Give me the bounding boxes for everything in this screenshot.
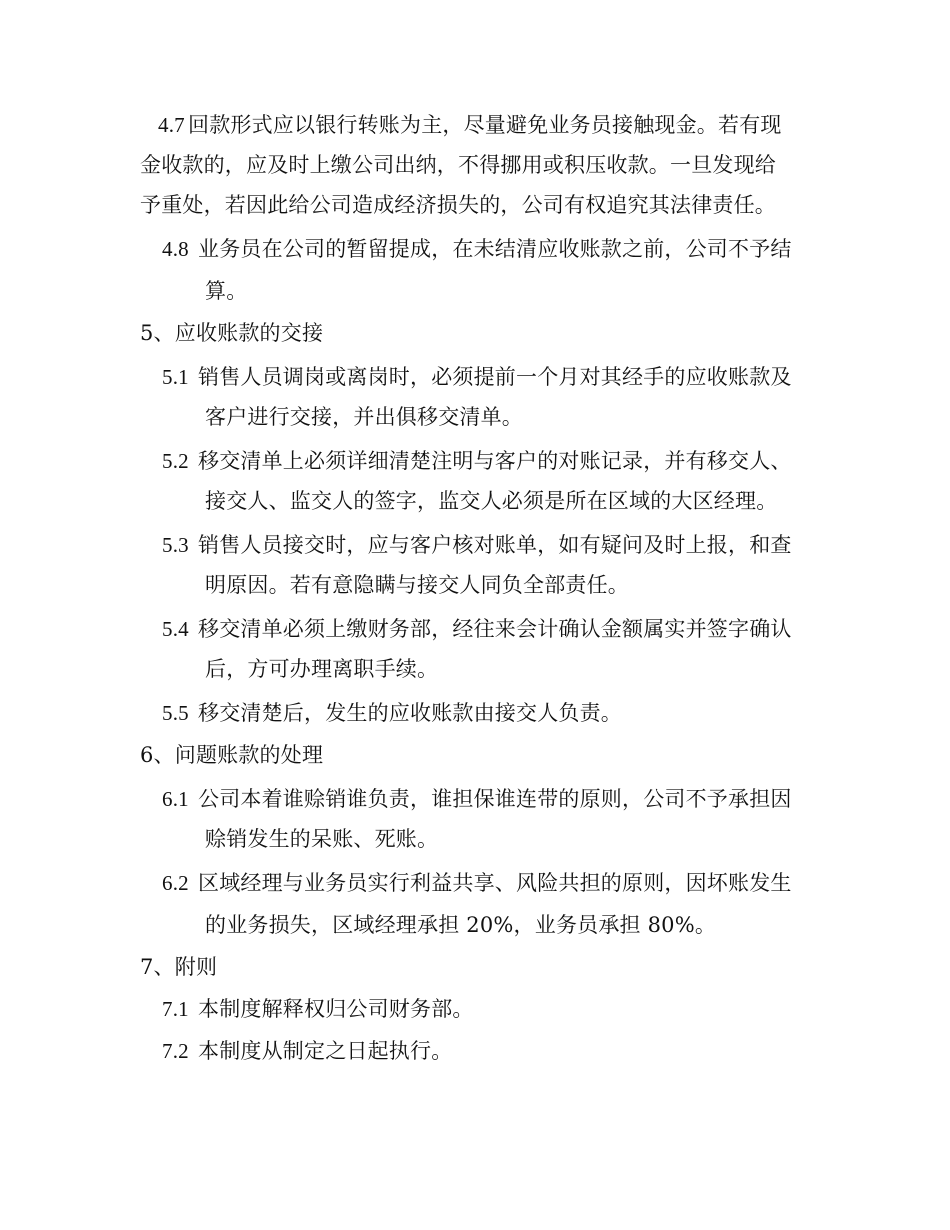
- clause-5-3-line-2: 明原因。若有意隐瞒与接交人同负全部责任。: [205, 573, 629, 597]
- clause-5-2-line-2: 接交人、监交人的签字，监交人必须是所在区域的大区经理。: [205, 489, 778, 513]
- clause-5-1-line-2: 客户进行交接，并出俱移交清单。: [205, 405, 523, 429]
- clause-4-7-line-3: 予重处，若因此给公司造成经济损失的，公司有权追究其法律责任。: [140, 193, 776, 217]
- clause-number: 7.2: [162, 1039, 189, 1063]
- section-heading-7: 7、附则: [140, 955, 218, 979]
- clause-4-7-line-2: 金收款的，应及时上缴公司出纳，不得挪用或积压收款。一旦发现给: [140, 153, 776, 177]
- clause-number: 6.1: [162, 787, 189, 811]
- clause-text: 回款形式应以银行转账为主，尽量避免业务员接触现金。若有现: [188, 113, 782, 137]
- clause-6-2-line-1: [162, 868, 792, 898]
- clause-5-4-line-1: [162, 614, 792, 644]
- clause-text: 区域经理与业务员实行利益共享、风险共担的原则，因坏账发生: [198, 871, 792, 895]
- clause-number: 5.5: [162, 701, 189, 725]
- clause-text: 公司本着谁赊销谁负责，谁担保谁连带的原则，公司不予承担因: [198, 787, 792, 811]
- clause-7-1-line-1: [162, 994, 474, 1024]
- clause-4-7-line-1: [158, 110, 782, 140]
- section-heading-6: 6、问题账款的处理: [140, 743, 324, 767]
- clause-number: 5.4: [162, 617, 189, 641]
- clause-5-3-line-1: [162, 530, 792, 560]
- clause-5-1-line-1: [162, 362, 792, 392]
- clause-4-8-line-1: [162, 234, 792, 264]
- clause-text: 移交清楚后，发生的应收账款由接交人负责。: [198, 701, 622, 725]
- clause-6-1-line-1: [162, 784, 792, 814]
- clause-number: 4.8: [162, 237, 189, 261]
- clause-text: 移交清单上必须详细清楚注明与客户的对账记录，并有移交人、: [198, 449, 792, 473]
- clause-4-8-line-2: 算。: [205, 279, 248, 303]
- clause-5-5-line-1: [162, 698, 622, 728]
- clause-text: 本制度解释权归公司财务部。: [198, 997, 474, 1021]
- section-heading-5: 5、应收账款的交接: [140, 321, 324, 345]
- clause-text: 销售人员接交时，应与客户核对账单，如有疑问及时上报，和查: [198, 533, 792, 557]
- clause-number: 4.7: [158, 113, 185, 137]
- clause-5-4-line-2: 后，方可办理离职手续。: [205, 657, 439, 681]
- clause-7-2-line-1: [162, 1036, 452, 1066]
- clause-number: 5.1: [162, 365, 189, 389]
- clause-number: 6.2: [162, 871, 189, 895]
- clause-text: 业务员在公司的暂留提成，在未结清应收账款之前，公司不予结: [198, 237, 792, 261]
- clause-6-2-line-2: 的业务损失，区域经理承担 20%，业务员承担 80%。: [205, 913, 717, 937]
- clause-text: 销售人员调岗或离岗时，必须提前一个月对其经手的应收账款及: [198, 365, 792, 389]
- clause-5-2-line-1: [162, 446, 792, 476]
- clause-6-1-line-2: 赊销发生的呆账、死账。: [205, 827, 439, 851]
- clause-text: 本制度从制定之日起执行。: [198, 1039, 453, 1063]
- clause-text: 移交清单必须上缴财务部，经往来会计确认金额属实并签字确认: [198, 617, 792, 641]
- clause-number: 7.1: [162, 997, 189, 1021]
- clause-number: 5.3: [162, 533, 189, 557]
- clause-number: 5.2: [162, 449, 189, 473]
